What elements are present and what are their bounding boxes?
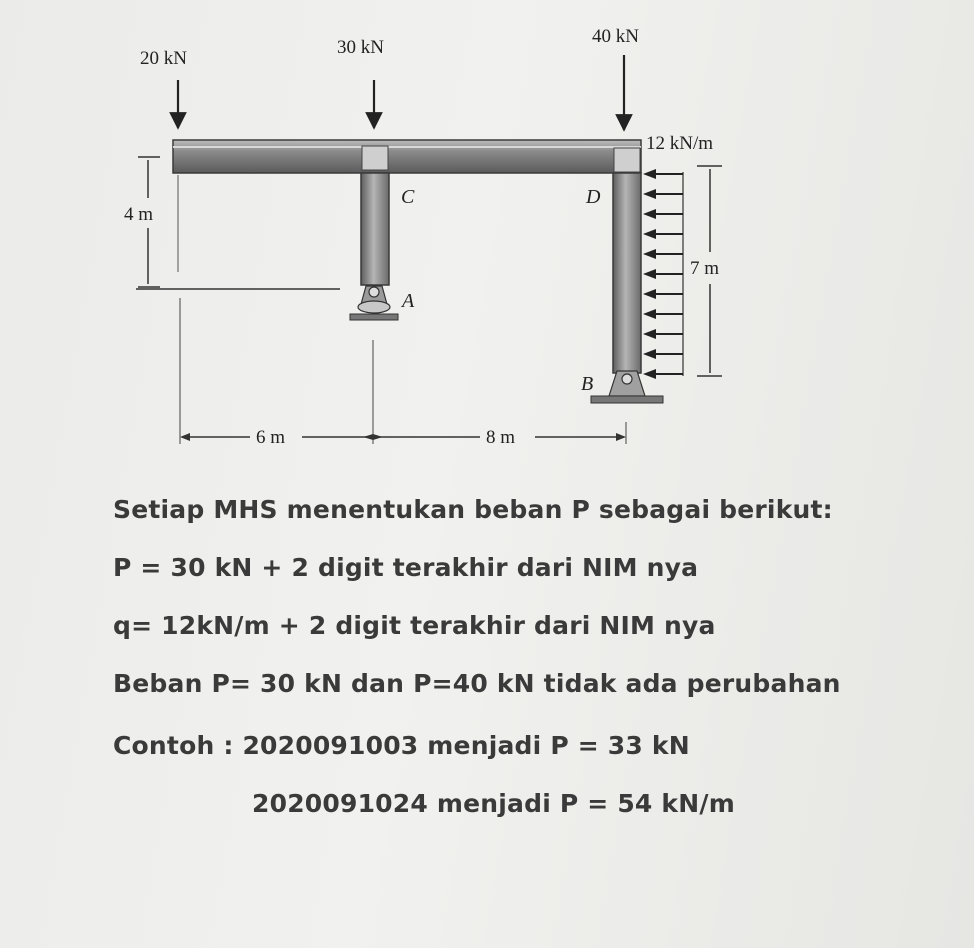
formula-q-text: q= 12kN/m + 2 digit terakhir dari NIM nya [113, 611, 716, 640]
distributed-load-arrow [643, 249, 683, 259]
dim-4m-label: 4 m [124, 204, 154, 225]
example-1-text: Contoh : 2020091003 menjadi P = 33 kN [113, 731, 690, 760]
dim-6m-label: 6 m [256, 427, 286, 448]
point-loads [178, 55, 624, 130]
distributed-load-arrow [643, 309, 683, 319]
distributed-load-arrow [643, 289, 683, 299]
point-b-label: B [581, 373, 594, 395]
formula-p-text: P = 30 kN + 2 digit terakhir dari NIM nya [113, 553, 699, 582]
load-30kn-label: 30 kN [337, 37, 384, 58]
note-unchanged-text: Beban P= 30 kN dan P=40 kN tidak ada perubahan [113, 669, 841, 698]
dim-bottom [180, 298, 626, 444]
distributed-load-arrow [643, 209, 683, 219]
load-40kn-label: 40 kN [592, 26, 639, 47]
distributed-load-arrow [643, 349, 683, 359]
distributed-load-arrow [643, 269, 683, 279]
distributed-load-arrow [643, 229, 683, 239]
distributed-load-arrow [643, 169, 683, 179]
distributed-load-arrow [643, 189, 683, 199]
heading-text: Setiap MHS menentukan beban P sebagai berikut: [113, 495, 833, 524]
point-c-label: C [401, 186, 415, 208]
column-db [613, 173, 641, 373]
dim-7m-label: 7 m [690, 258, 720, 279]
point-a-label: A [402, 290, 415, 312]
distributed-load-arrows [643, 169, 683, 379]
point-d-label: D [586, 186, 601, 208]
dim-4m [136, 157, 340, 289]
dim-8m-label: 8 m [486, 427, 516, 448]
horizontal-beam [173, 140, 641, 173]
example-2-text: 2020091024 menjadi P = 54 kN/m [252, 789, 735, 818]
column-ca [361, 173, 389, 285]
distributed-load-arrow [643, 369, 683, 379]
pin-support-a [350, 286, 398, 320]
distributed-load-arrow [643, 329, 683, 339]
load-q-label: 12 kN/m [646, 133, 714, 154]
load-20kn-label: 20 kN [140, 48, 187, 69]
